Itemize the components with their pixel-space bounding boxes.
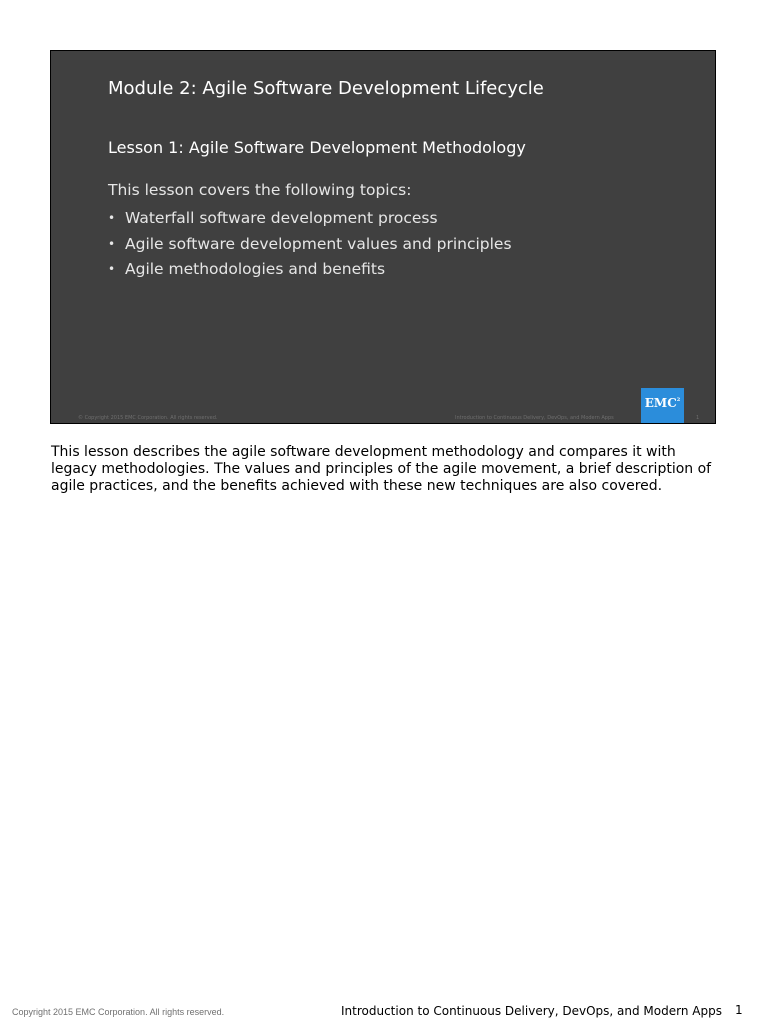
- slide-title: Module 2: Agile Software Development Lifecycle: [108, 78, 544, 99]
- topic-item: [108, 207, 512, 233]
- emc-logo: [641, 388, 684, 423]
- topics-list: [108, 207, 512, 284]
- topic-item: [108, 233, 512, 259]
- emc-logo-superscript: 2: [676, 397, 681, 403]
- topics-intro: This lesson covers the following topics:: [108, 181, 412, 199]
- slide-footer-page-number: 1: [696, 415, 700, 421]
- page-copyright: Copyright 2015 EMC Corporation. All rights reserved.: [12, 1007, 225, 1017]
- topic-text: Agile software development values and principles: [125, 234, 512, 253]
- bullet-icon: •: [108, 211, 116, 225]
- bullet-icon: •: [108, 262, 116, 276]
- lesson-heading: Lesson 1: Agile Software Development Methodology: [108, 138, 526, 157]
- bullet-icon: •: [108, 236, 116, 251]
- page-course-title: Introduction to Continuous Delivery, DevOps, and Modern Apps: [341, 1004, 722, 1018]
- lesson-notes: This lesson describes the agile software development methodology and compares it with legacy methodologies. The values and principles of the agile movement, a brief description of agile practices, and the benefits achieved with these new techniques are also covered.: [51, 444, 712, 494]
- slide-thumbnail: [50, 50, 716, 424]
- slide-footer-copyright: © Copyright 2015 EMC Corporation. All rights reserved.: [78, 415, 218, 421]
- topic-item: [108, 258, 512, 284]
- topic-text: Agile methodologies and benefits: [125, 260, 386, 278]
- topic-text: Waterfall software development process: [125, 209, 438, 227]
- emc-logo-text: EMC: [644, 396, 677, 410]
- page-number: 1: [735, 1003, 743, 1017]
- slide-footer-course: Introduction to Continuous Delivery, DevOps, and Modern Apps: [455, 415, 614, 421]
